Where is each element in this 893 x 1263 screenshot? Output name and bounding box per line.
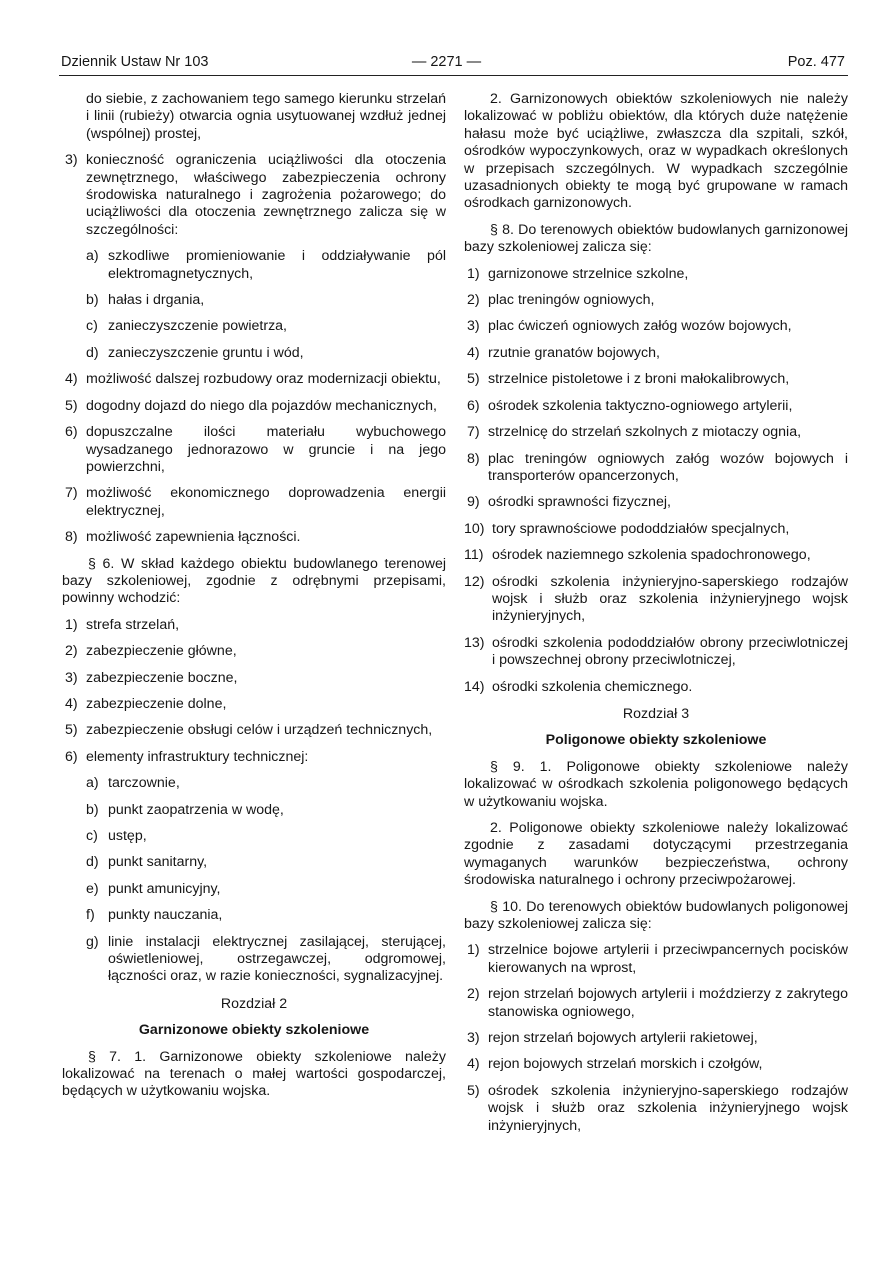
list-item-number: 5)	[65, 722, 78, 739]
list-item-number: c)	[86, 828, 98, 844]
list-item-text: rzutnie granatów bojowych,	[488, 344, 660, 361]
list-item-text: zanieczyszczenie gruntu i wód,	[108, 344, 304, 361]
list-item	[464, 1030, 848, 1047]
list-item-text: zabezpieczenie obsługi celów i urządzeń technicznych,	[86, 722, 433, 739]
list-item-number: d)	[86, 854, 99, 871]
paragraph-7-2: 2. Garnizonowych obiektów szkoleniowych nie należy lokalizować w pobliżu obiektów, dla których duże natężenie hałasu może być uciążliwe, zwłaszcza dla szpitali, szkół, ośrodków wypoczynkowych, oraz w wypadkach określonych w przepisach szczególnych. W wypadkach szczególnie uzasadnionych obiekty te mogą być grupowane w ramach ośrodkach garnizonowych.	[464, 91, 848, 212]
list-item-number: 3)	[65, 669, 78, 686]
list-item-number: 3)	[65, 152, 78, 169]
list-item	[62, 802, 446, 819]
list-item	[62, 529, 446, 546]
list-item	[62, 617, 446, 634]
list-item-text: ośrodki szkolenia pododdziałów obrony przeciwlotniczej i powszechnej obrony przeciwlotniczej,	[492, 634, 848, 669]
list-item-number: 6)	[65, 424, 78, 441]
list-item-number: 6)	[65, 748, 78, 765]
list-item-number: 8)	[65, 529, 78, 546]
list-item-text: dopuszczalne ilości materiału wybuchowego wysadzanego jednorazowo w gruncie i na jego powierzchni,	[86, 424, 446, 475]
chapter-heading: Rozdział 2	[220, 995, 288, 1012]
list-item	[62, 345, 446, 362]
list-item	[62, 696, 446, 713]
list-item-text: szkodliwe promieniowanie i oddziaływanie pól elektromagnetycznych,	[108, 248, 446, 282]
list-item-text: rejon bojowych strzelań morskich i czołgów,	[488, 1056, 763, 1073]
chapter-title: Garnizonowe obiekty szkoleniowe	[138, 1022, 370, 1039]
list-item-text: zabezpieczenie boczne,	[86, 669, 238, 686]
list-item-number: 4)	[467, 344, 480, 361]
list-item	[62, 318, 446, 335]
list-item-text: ośrodki szkolenia inżynieryjno-saperskiego rodzajów wojsk i służb oraz szkolenia inżynieryjnego wojsk inżynieryjnych,	[492, 573, 848, 625]
list-item-text: strzelnice pistoletowe i z broni małokalibrowych,	[488, 371, 790, 388]
list-item-text: ośrodek naziemnego szkolenia spadochronowego,	[492, 547, 811, 564]
list-item	[62, 828, 446, 845]
list-item	[62, 292, 446, 309]
list-item-number: 2)	[467, 986, 480, 1003]
list-item	[62, 371, 446, 388]
list-item	[464, 1083, 848, 1135]
list-item-number: g)	[86, 933, 99, 950]
list-item-number: b)	[86, 292, 99, 309]
list-item-number: 4)	[65, 371, 78, 388]
position-number: Poz. 477	[787, 54, 845, 70]
list-group	[464, 266, 848, 512]
list-item	[62, 485, 446, 520]
list-item	[62, 749, 446, 766]
list-item	[62, 775, 446, 792]
list-item-number: 4)	[467, 1056, 480, 1073]
list-item-text: zanieczyszczenie powietrza,	[108, 318, 287, 335]
list-item-number: 5)	[467, 1082, 480, 1099]
list-item	[464, 424, 848, 441]
list-group	[62, 248, 446, 362]
list-item-number: 1)	[467, 942, 480, 959]
list-group	[464, 942, 848, 1135]
list-item-number: 5)	[65, 397, 78, 414]
list-item-number: 1)	[467, 265, 480, 282]
list-item-number: 6)	[467, 397, 480, 414]
list-item-number: f)	[86, 907, 95, 924]
list-item-number: 7)	[65, 485, 78, 502]
list-item-number: 1)	[65, 616, 78, 633]
list-item-text: rejon strzelań bojowych artylerii rakietowej,	[488, 1030, 758, 1047]
list-item-text: garnizonowe strzelnice szkolne,	[488, 265, 689, 282]
list-item-text: możliwość zapewnienia łączności.	[86, 529, 301, 546]
list-item	[464, 635, 848, 670]
list-item	[62, 881, 446, 898]
list-item-text: ośrodki sprawności fizycznej,	[488, 494, 671, 511]
list-item	[464, 942, 848, 977]
paragraph-9-1: § 9. 1. Poligonowe obiekty szkoleniowe należy lokalizować w ośrodkach szkolenia poligonowego będących w użytkowaniu wojska.	[464, 758, 848, 810]
list-item-text: możliwość dalszej rozbudowy oraz modernizacji obiektu,	[86, 371, 441, 388]
left-column	[62, 91, 446, 1110]
list-item-number: a)	[86, 775, 99, 792]
continued-paragraph: do siebie, z zachowaniem tego samego kierunku strzelań i linii (rubieży) otwarcia ognia usytuowanej wzdłuż jednej (wspólnej) prostej,	[86, 91, 446, 142]
list-item	[464, 398, 848, 415]
list-group	[62, 371, 446, 546]
list-item-number: 11)	[464, 547, 484, 564]
list-item	[62, 907, 446, 924]
paragraph-7: § 7. 1. Garnizonowe obiekty szkoleniowe należy lokalizować na terenach o małej wartości gospodarczej, będących w użytkowaniu wojska.	[62, 1048, 446, 1100]
list-item-text: ośrodek szkolenia inżynieryjno-saperskiego rodzajów wojsk i służb oraz szkolenia inżynieryjnego wojsk inżynieryjnych,	[488, 1082, 848, 1134]
list-item-text: strefa strzelań,	[86, 616, 180, 633]
journal-title: Dziennik Ustaw Nr 103	[61, 54, 209, 70]
list-item-text: zabezpieczenie główne,	[86, 643, 237, 660]
page-number: — 2271 —	[411, 54, 482, 70]
list-item	[464, 266, 848, 283]
list-group	[62, 775, 446, 986]
list-item-number: b)	[86, 801, 99, 818]
list-item	[464, 679, 848, 696]
list-item-text: ośrodki szkolenia chemicznego.	[492, 678, 693, 695]
list-item-text: strzelnice bojowe artylerii i przeciwpancernych pocisków kierowanych na wprost,	[488, 942, 848, 976]
list-item-number: 9)	[467, 494, 480, 511]
chapter-heading: Rozdział 3	[622, 705, 690, 722]
paragraph-8: § 8. Do terenowych obiektów budowlanych garnizonowej bazy szkoleniowej zalicza się:	[464, 221, 848, 256]
list-item-number: 3)	[467, 318, 480, 335]
right-column	[464, 91, 848, 1144]
list-item-text: hałas i drgania,	[108, 292, 205, 309]
list-item-text: punkt amunicyjny,	[108, 880, 221, 897]
list-item-text: tory sprawnościowe pododdziałów specjalnych,	[492, 520, 790, 537]
list-item	[464, 574, 848, 626]
list-item	[62, 424, 446, 476]
header-rule	[59, 75, 848, 76]
list-item-text: konieczność ograniczenia uciążliwości dla otoczenia zewnętrznego, właściwego zabezpieczenia ochrony środowiska naturalnego i zagrożenia pożarowego; do uciążliwości dla otoczenia zewnętrznego zalicza się w szczególności:	[86, 152, 446, 238]
list-item-number: 14)	[464, 678, 485, 695]
paragraph-10: § 10. Do terenowych obiektów budowlanych poligonowej bazy szkoleniowej zalicza się:	[464, 898, 848, 933]
list-item-text: plac treningów ogniowych,	[488, 292, 655, 309]
list-item-number: 7)	[467, 424, 480, 441]
chapter-title: Poligonowe obiekty szkoleniowe	[545, 732, 767, 749]
list-item-text: punkt zaopatrzenia w wodę,	[108, 801, 284, 818]
list-item	[464, 1056, 848, 1073]
list-item	[62, 643, 446, 660]
list-item-number: 10)	[464, 520, 485, 537]
list-item-text: punkty nauczania,	[108, 907, 223, 924]
list-item-text: rejon strzelań bojowych artylerii i moździerzy z zakrytego stanowiska ogniowego,	[488, 986, 848, 1020]
list-item-number: a)	[86, 248, 99, 265]
list-item-number: d)	[86, 344, 99, 361]
list-item	[464, 521, 848, 538]
list-item	[62, 722, 446, 739]
list-item	[62, 854, 446, 871]
list-item	[464, 451, 848, 486]
list-item	[464, 494, 848, 511]
list-item	[62, 398, 446, 415]
list-item-number: 3)	[467, 1030, 480, 1047]
list-item-number: 4)	[65, 695, 78, 712]
list-item-text: plac treningów ogniowych załóg wozów bojowych i transporterów opancerzonych,	[488, 450, 848, 484]
list-item-text: dogodny dojazd do niego dla pojazdów mechanicznych,	[86, 397, 437, 414]
list-item	[464, 292, 848, 309]
list-group	[62, 152, 446, 239]
list-item-number: 13)	[464, 634, 485, 651]
list-item-text: plac ćwiczeń ogniowych załóg wozów bojowych,	[488, 318, 792, 335]
list-item-number: 5)	[467, 371, 480, 388]
list-item-number: 2)	[467, 292, 480, 309]
list-item-number: 12)	[464, 573, 485, 590]
list-item-text: strzelnicę do strzelań szkolnych z miotaczy ognia,	[488, 424, 802, 441]
list-item-text: ustęp,	[108, 828, 147, 844]
list-item-text: ośrodek szkolenia taktyczno-ogniowego artylerii,	[488, 397, 793, 414]
list-item	[464, 371, 848, 388]
list-item	[62, 248, 446, 283]
paragraph-9-2: 2. Poligonowe obiekty szkoleniowe należy lokalizować zgodnie z zasadami dotyczącymi przestrzegania wymaganych warunków bezpieczeństwa, ochrony środowiska naturalnego i ochrony przeciwpożarowej.	[464, 820, 848, 889]
paragraph-6: § 6. W skład każdego obiektu budowlanego terenowej bazy szkoleniowej, zgodnie z odrębnymi przepisami, powinny wchodzić:	[62, 555, 446, 607]
list-group	[464, 521, 848, 696]
list-item-text: tarczownie,	[108, 775, 180, 792]
list-item-text: zabezpieczenie dolne,	[86, 695, 227, 712]
list-item-text: punkt sanitarny,	[108, 854, 208, 871]
list-item	[464, 345, 848, 362]
list-item	[62, 152, 446, 239]
list-item	[62, 934, 446, 986]
list-group	[62, 617, 446, 766]
list-item	[62, 670, 446, 687]
list-item	[464, 547, 848, 564]
list-item-text: możliwość ekonomicznego doprowadzenia energii elektrycznej,	[86, 485, 446, 519]
list-item-text: linie instalacji elektrycznej zasilającej, sterującej, oświetleniowej, ostrzegawczej, odgromowej, łączności oraz, w razie konieczności, sygnalizacyjnej.	[108, 933, 446, 985]
list-item-number: c)	[86, 318, 98, 335]
list-item-number: 2)	[65, 643, 78, 660]
list-item	[464, 318, 848, 335]
list-item-number: 8)	[467, 450, 480, 467]
list-item	[464, 986, 848, 1021]
list-item-text: elementy infrastruktury technicznej:	[86, 748, 309, 765]
list-item-number: e)	[86, 880, 99, 897]
